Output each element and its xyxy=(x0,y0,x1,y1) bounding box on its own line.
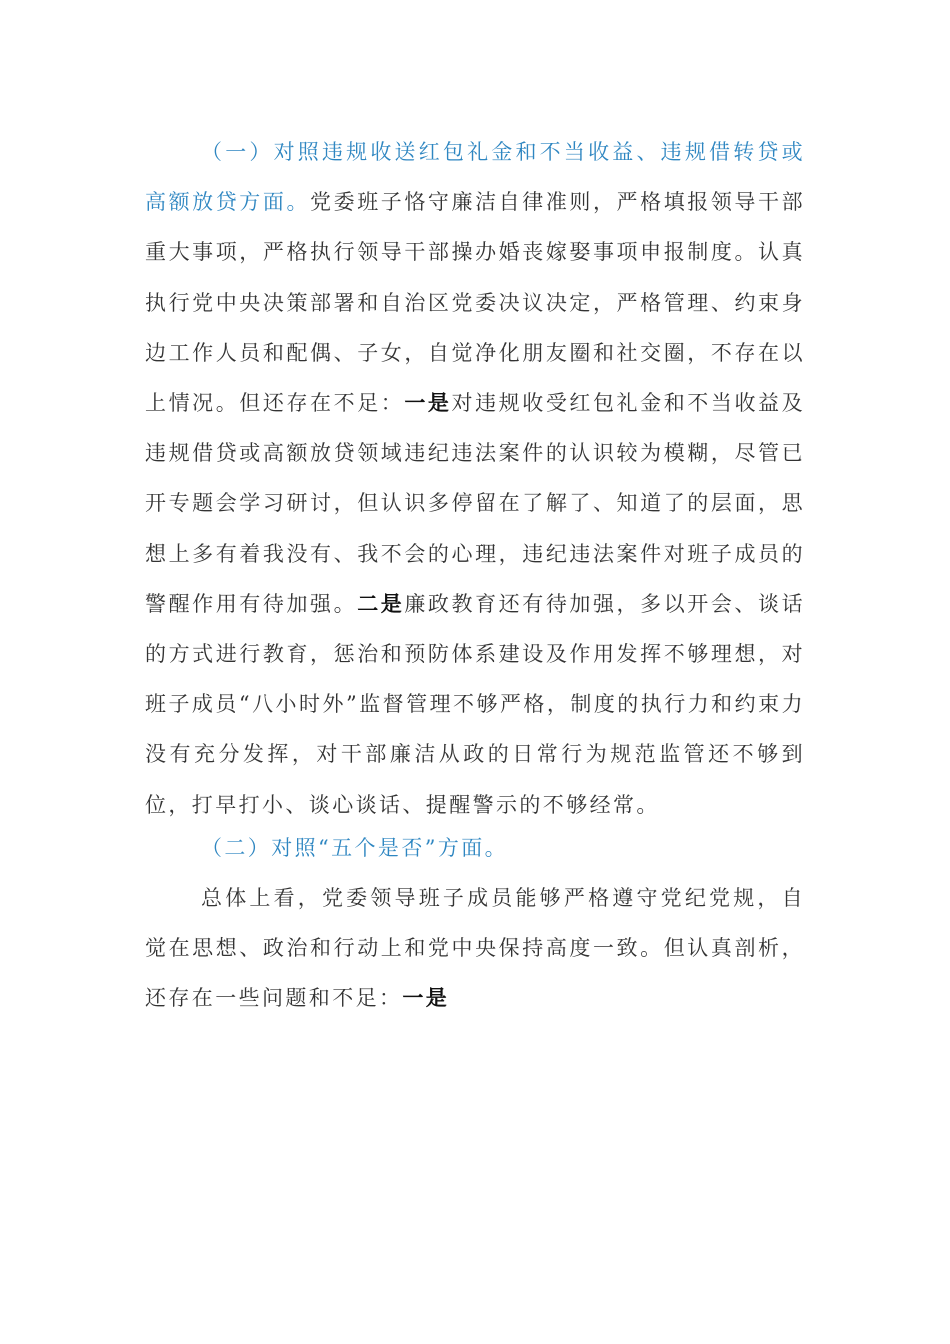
section-1-marker-2: 二是 xyxy=(357,590,405,616)
section-2-marker-1: 一是 xyxy=(402,985,450,1011)
section-1-heading: （一）对照违规收送红包礼金和不当收益、违规借转贷或高额放贷方面。 xyxy=(145,140,805,215)
section-1-body-c: 廉政教育还有待加强，多以开会、谈话的方式进行教育，惩治和预防体系建设及作用发挥不够理想，对班子成员“八小时外”监督管理不够严格，制度的执行力和约束力没有充分发挥，对干部廉洁从政的日常行为规范监管还不够到位，打早打小、谈心谈话、提醒警示的不够经常。 xyxy=(145,591,805,817)
section-1-body-a: 党委班子恪守廉洁自律准则，严格填报领导干部重大事项，严格执行领导干部操办婚丧嫁娶事项申报制度。认真执行党中央决策部署和自治区党委决议决定，严格管理、约束身边工作人员和配偶、子女，自觉净化朋友圈和社交圈，不存在以上情况。但还存在不足： xyxy=(145,190,805,416)
section-2-heading: （二）对照“五个是否”方面。 xyxy=(201,836,509,860)
section-1-paragraph xyxy=(145,127,805,830)
section-1-body-b: 对违规收受红包礼金和不当收益及违规借贷或高额放贷领域违纪违法案件的认识较为模糊，尽管已开专题会学习研讨，但认识多停留在了解了、知道了的层面，思想上多有着我没有、我不会的心理，违纪违法案件对班子成员的警醒作用有待加强。 xyxy=(145,391,805,616)
section-2-body: 总体上看，党委领导班子成员能够严格遵守党纪党规，自觉在思想、政治和行动上和党中央保持高度一致。但认真剖析，还存在一些问题和不足： xyxy=(145,886,805,1011)
section-2-paragraph xyxy=(145,873,805,1024)
section-1-marker-1: 一是 xyxy=(404,390,452,416)
